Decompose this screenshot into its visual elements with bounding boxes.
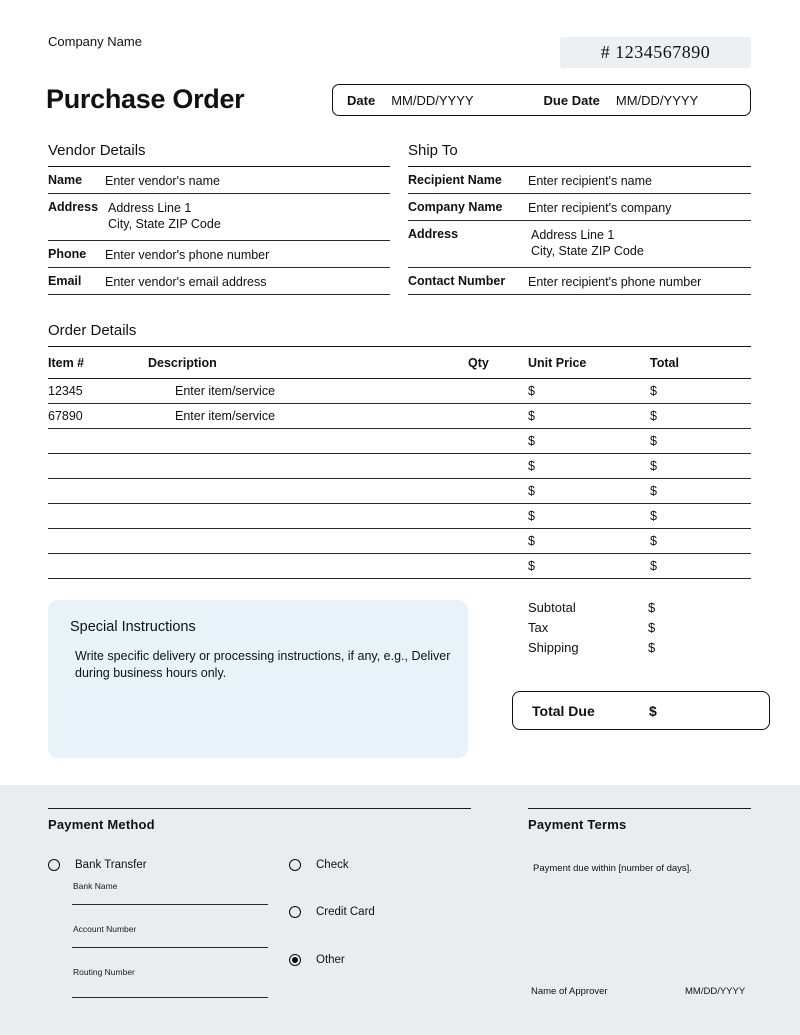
shipping-label: Shipping bbox=[528, 640, 579, 655]
recipient-name-field[interactable]: Enter recipient's name bbox=[528, 174, 652, 188]
payment-footer bbox=[0, 785, 800, 1035]
vendor-phone-field[interactable]: Enter vendor's phone number bbox=[105, 248, 270, 262]
recipient-address-row bbox=[408, 221, 751, 268]
order-row bbox=[48, 504, 751, 529]
payment-method-title: Payment Method bbox=[48, 817, 155, 832]
order-row bbox=[48, 379, 751, 404]
order-details-section bbox=[48, 322, 751, 579]
date-box bbox=[332, 84, 751, 116]
vendor-details-title: Vendor Details bbox=[48, 142, 390, 167]
total-cell[interactable]: $ bbox=[650, 559, 657, 573]
total-cell[interactable]: $ bbox=[650, 434, 657, 448]
bank-transfer-label: Bank Transfer bbox=[75, 859, 147, 871]
vendor-phone-label: Phone bbox=[48, 247, 87, 261]
item-number-cell[interactable]: 67890 bbox=[48, 409, 83, 423]
date-label: Date bbox=[347, 92, 376, 108]
page-title: Purchase Order bbox=[46, 84, 245, 114]
check-radio-icon[interactable] bbox=[289, 859, 301, 871]
credit-card-radio-icon[interactable] bbox=[289, 906, 301, 918]
subtotal-row bbox=[528, 601, 751, 615]
account-number-label: Account Number bbox=[73, 924, 137, 934]
other-radio-icon[interactable] bbox=[289, 954, 301, 966]
unit-price-cell[interactable]: $ bbox=[528, 484, 535, 498]
bank-name-field-line[interactable] bbox=[72, 904, 268, 905]
other-label: Other bbox=[316, 954, 345, 966]
item-number-cell[interactable]: 12345 bbox=[48, 384, 83, 398]
unit-price-cell[interactable]: $ bbox=[528, 409, 535, 423]
unit-price-cell[interactable]: $ bbox=[528, 534, 535, 548]
ship-to-section bbox=[408, 142, 751, 295]
vendor-name-field[interactable]: Enter vendor's name bbox=[105, 174, 220, 188]
vendor-email-label: Email bbox=[48, 274, 82, 288]
order-row bbox=[48, 479, 751, 504]
approver-name-label: Name of Approver bbox=[531, 986, 608, 997]
unit-price-cell[interactable]: $ bbox=[528, 384, 535, 398]
unit-price-cell[interactable]: $ bbox=[528, 559, 535, 573]
vendor-address-line2[interactable]: City, State ZIP Code bbox=[108, 217, 221, 231]
vendor-address-line1[interactable]: Address Line 1 bbox=[108, 201, 192, 215]
recipient-company-row bbox=[408, 194, 751, 221]
payment-terms-rule bbox=[528, 808, 751, 809]
ship-to-title: Ship To bbox=[408, 142, 751, 167]
total-cell[interactable]: $ bbox=[650, 384, 657, 398]
special-instructions-box bbox=[48, 600, 468, 758]
total-cell[interactable]: $ bbox=[650, 459, 657, 473]
order-row bbox=[48, 554, 751, 579]
company-name[interactable]: Company Name bbox=[48, 34, 142, 49]
vendor-name-row bbox=[48, 167, 390, 194]
contact-number-field[interactable]: Enter recipient's phone number bbox=[528, 275, 702, 289]
check-label: Check bbox=[316, 859, 349, 871]
tax-label: Tax bbox=[528, 620, 549, 635]
tax-value[interactable]: $ bbox=[648, 620, 656, 635]
bank-name-label: Bank Name bbox=[73, 881, 118, 891]
vendor-address-label: Address bbox=[48, 200, 99, 214]
col-unit-price: Unit Price bbox=[528, 356, 587, 370]
vendor-email-field[interactable]: Enter vendor's email address bbox=[105, 275, 267, 289]
radio-option-other[interactable] bbox=[289, 954, 345, 966]
approver-date-field[interactable]: MM/DD/YYYY bbox=[685, 986, 746, 997]
payment-terms-text[interactable]: Payment due within [number of days]. bbox=[533, 863, 692, 874]
bank-transfer-radio-icon[interactable] bbox=[48, 859, 60, 871]
order-row bbox=[48, 429, 751, 454]
tax-row bbox=[528, 621, 751, 635]
col-qty: Qty bbox=[468, 356, 489, 370]
total-cell[interactable]: $ bbox=[650, 409, 657, 423]
description-cell[interactable]: Enter item/service bbox=[175, 409, 276, 423]
radio-option-bank-transfer[interactable] bbox=[48, 859, 147, 871]
vendor-name-label: Name bbox=[48, 173, 83, 187]
payment-method-rule bbox=[48, 808, 471, 809]
radio-option-credit-card[interactable] bbox=[289, 906, 375, 918]
recipient-address-line1[interactable]: Address Line 1 bbox=[531, 228, 615, 242]
contact-number-row bbox=[408, 268, 751, 295]
subtotal-label: Subtotal bbox=[528, 600, 576, 615]
due-date-label: Due Date bbox=[543, 92, 600, 108]
shipping-value[interactable]: $ bbox=[648, 640, 656, 655]
vendor-details-section bbox=[48, 142, 390, 295]
description-cell[interactable]: Enter item/service bbox=[175, 384, 276, 398]
total-cell[interactable]: $ bbox=[650, 509, 657, 523]
po-number-badge[interactable] bbox=[560, 37, 751, 68]
total-due-box bbox=[512, 691, 770, 730]
recipient-company-field[interactable]: Enter recipient's company bbox=[528, 201, 672, 215]
credit-card-label: Credit Card bbox=[316, 906, 375, 918]
unit-price-cell[interactable]: $ bbox=[528, 509, 535, 523]
routing-number-label: Routing Number bbox=[73, 967, 135, 977]
payment-terms-title: Payment Terms bbox=[528, 817, 627, 832]
due-date-value-field[interactable]: MM/DD/YYYY bbox=[615, 92, 699, 108]
col-total: Total bbox=[650, 356, 679, 370]
recipient-name-row bbox=[408, 167, 751, 194]
col-item-number: Item # bbox=[48, 356, 85, 370]
subtotal-value[interactable]: $ bbox=[648, 600, 656, 615]
special-instructions-title: Special Instructions bbox=[70, 619, 196, 635]
recipient-company-label: Company Name bbox=[408, 200, 503, 214]
vendor-address-field[interactable] bbox=[105, 200, 221, 232]
recipient-address-field[interactable] bbox=[528, 227, 644, 259]
order-details-title: Order Details bbox=[48, 322, 751, 347]
recipient-address-label: Address bbox=[408, 227, 459, 241]
contact-number-label: Contact Number bbox=[408, 274, 506, 288]
vendor-phone-row bbox=[48, 241, 390, 268]
order-table-header bbox=[48, 347, 751, 379]
shipping-row bbox=[528, 641, 751, 655]
recipient-name-label: Recipient Name bbox=[408, 173, 502, 187]
total-cell[interactable]: $ bbox=[650, 534, 657, 548]
unit-price-cell[interactable]: $ bbox=[528, 434, 535, 448]
account-number-field-line[interactable] bbox=[72, 947, 268, 948]
vendor-address-row bbox=[48, 194, 390, 241]
recipient-address-line2[interactable]: City, State ZIP Code bbox=[531, 244, 644, 258]
routing-number-field-line[interactable] bbox=[72, 997, 268, 998]
date-value-field[interactable]: MM/DD/YYYY bbox=[391, 92, 474, 108]
order-row bbox=[48, 454, 751, 479]
total-cell[interactable]: $ bbox=[650, 484, 657, 498]
special-instructions-text[interactable]: Write specific delivery or processing instructions, if any, e.g., Deliver during business hours only. bbox=[75, 649, 451, 680]
unit-price-cell[interactable]: $ bbox=[528, 459, 535, 473]
radio-option-check[interactable] bbox=[289, 859, 349, 871]
order-row bbox=[48, 404, 751, 429]
po-number[interactable]: # 1234567890 bbox=[600, 42, 711, 62]
totals-summary bbox=[528, 601, 751, 661]
order-row bbox=[48, 529, 751, 554]
total-due-value[interactable]: $ bbox=[649, 702, 657, 719]
total-due-label: Total Due bbox=[532, 702, 595, 719]
vendor-email-row bbox=[48, 268, 390, 295]
col-description: Description bbox=[148, 356, 217, 370]
